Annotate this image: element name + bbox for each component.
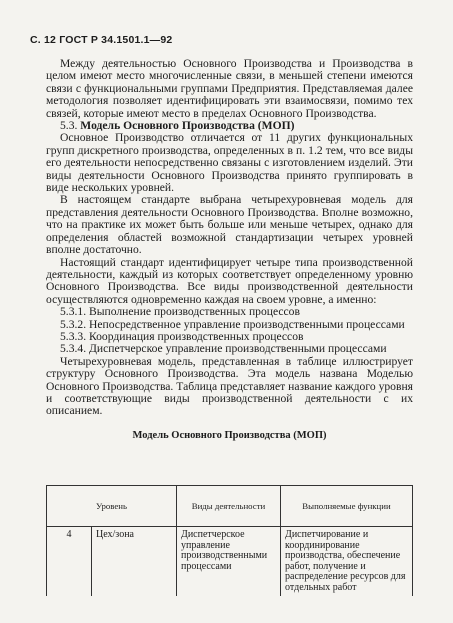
section-title: Модель Основного Производства (МОП) (80, 119, 295, 133)
section-number: 5.3. (60, 119, 78, 133)
list-item: 5.3.3. Координация производственных процессов (60, 329, 304, 343)
column-header-level: Уровень (47, 486, 177, 527)
cell-kind: Диспетчерское управление производственными процессами (177, 527, 281, 597)
paragraph: В настоящем стандарте выбрана четырехуровневая модель для представления деятельности Основного Производства. Вполне возможно, что на практике их может быть больше или меньше четырех, однако для определения областей возможной стандартизации четырех уровней вполне достаточно. (46, 193, 413, 257)
cell-area: Цех/зона (92, 527, 177, 597)
table-row (47, 527, 413, 597)
list-item: 5.3.4. Диспетчерское управление производственными процессами (60, 342, 387, 356)
list-item: 5.3.1. Выполнение производственных процессов (60, 305, 300, 319)
list-item: 5.3.2. Непосредственное управление производственными процессами (60, 317, 405, 331)
table-header-row (47, 486, 413, 527)
column-header-kind: Виды деятельности (177, 486, 281, 527)
cell-level: 4 (47, 527, 92, 597)
paragraph: Четырехуровневая модель, представленная в таблице иллюстрирует структуру Основного Производства. Эта модель названа Моделью Основного Производства. Таблица представляет название каждого уровня и соответствующие виды производственной деятельности с их описанием. (46, 354, 413, 418)
paragraph: Основное Производство отличается от 11 других функциональных групп дискретного производства, определенных в п. 1.2 тем, что все виды его деятельности непосредственно связаны с изготовлением изделий. Эти виды деятельности Основного Производства принято группировать в виде нескольких уровней. (46, 131, 413, 195)
paragraph: Между деятельностью Основного Производства и Производства в целом имеют место многочисленные связи, в меньшей степени имеются связи с функциональными группами Предприятия. Представляемая далее методология позволяет идентифицировать эти взаимосвязи, помимо тех связей, которые имеют место в пределах Основного Производства. (46, 57, 413, 120)
document-body (46, 58, 413, 442)
column-header-functions: Выполняемые функции (281, 486, 413, 527)
table-title: Модель Основного Производства (МОП) (132, 429, 327, 441)
page-header: С. 12 ГОСТ Р 34.1501.1—92 (30, 34, 173, 46)
cell-functions: Диспетчирование и координирование производства, обеспечение работ, получение и распределение ресурсов для отдельных работ (281, 527, 413, 597)
paragraph: Настоящий стандарт идентифицирует четыре типа производственной деятельности, каждый из которых соответствует определенному уровню Основного Производства. Все виды производственной деятельности осуществляются одновременно каждая на своем уровне, а именно: (46, 255, 413, 306)
model-table (46, 485, 413, 596)
